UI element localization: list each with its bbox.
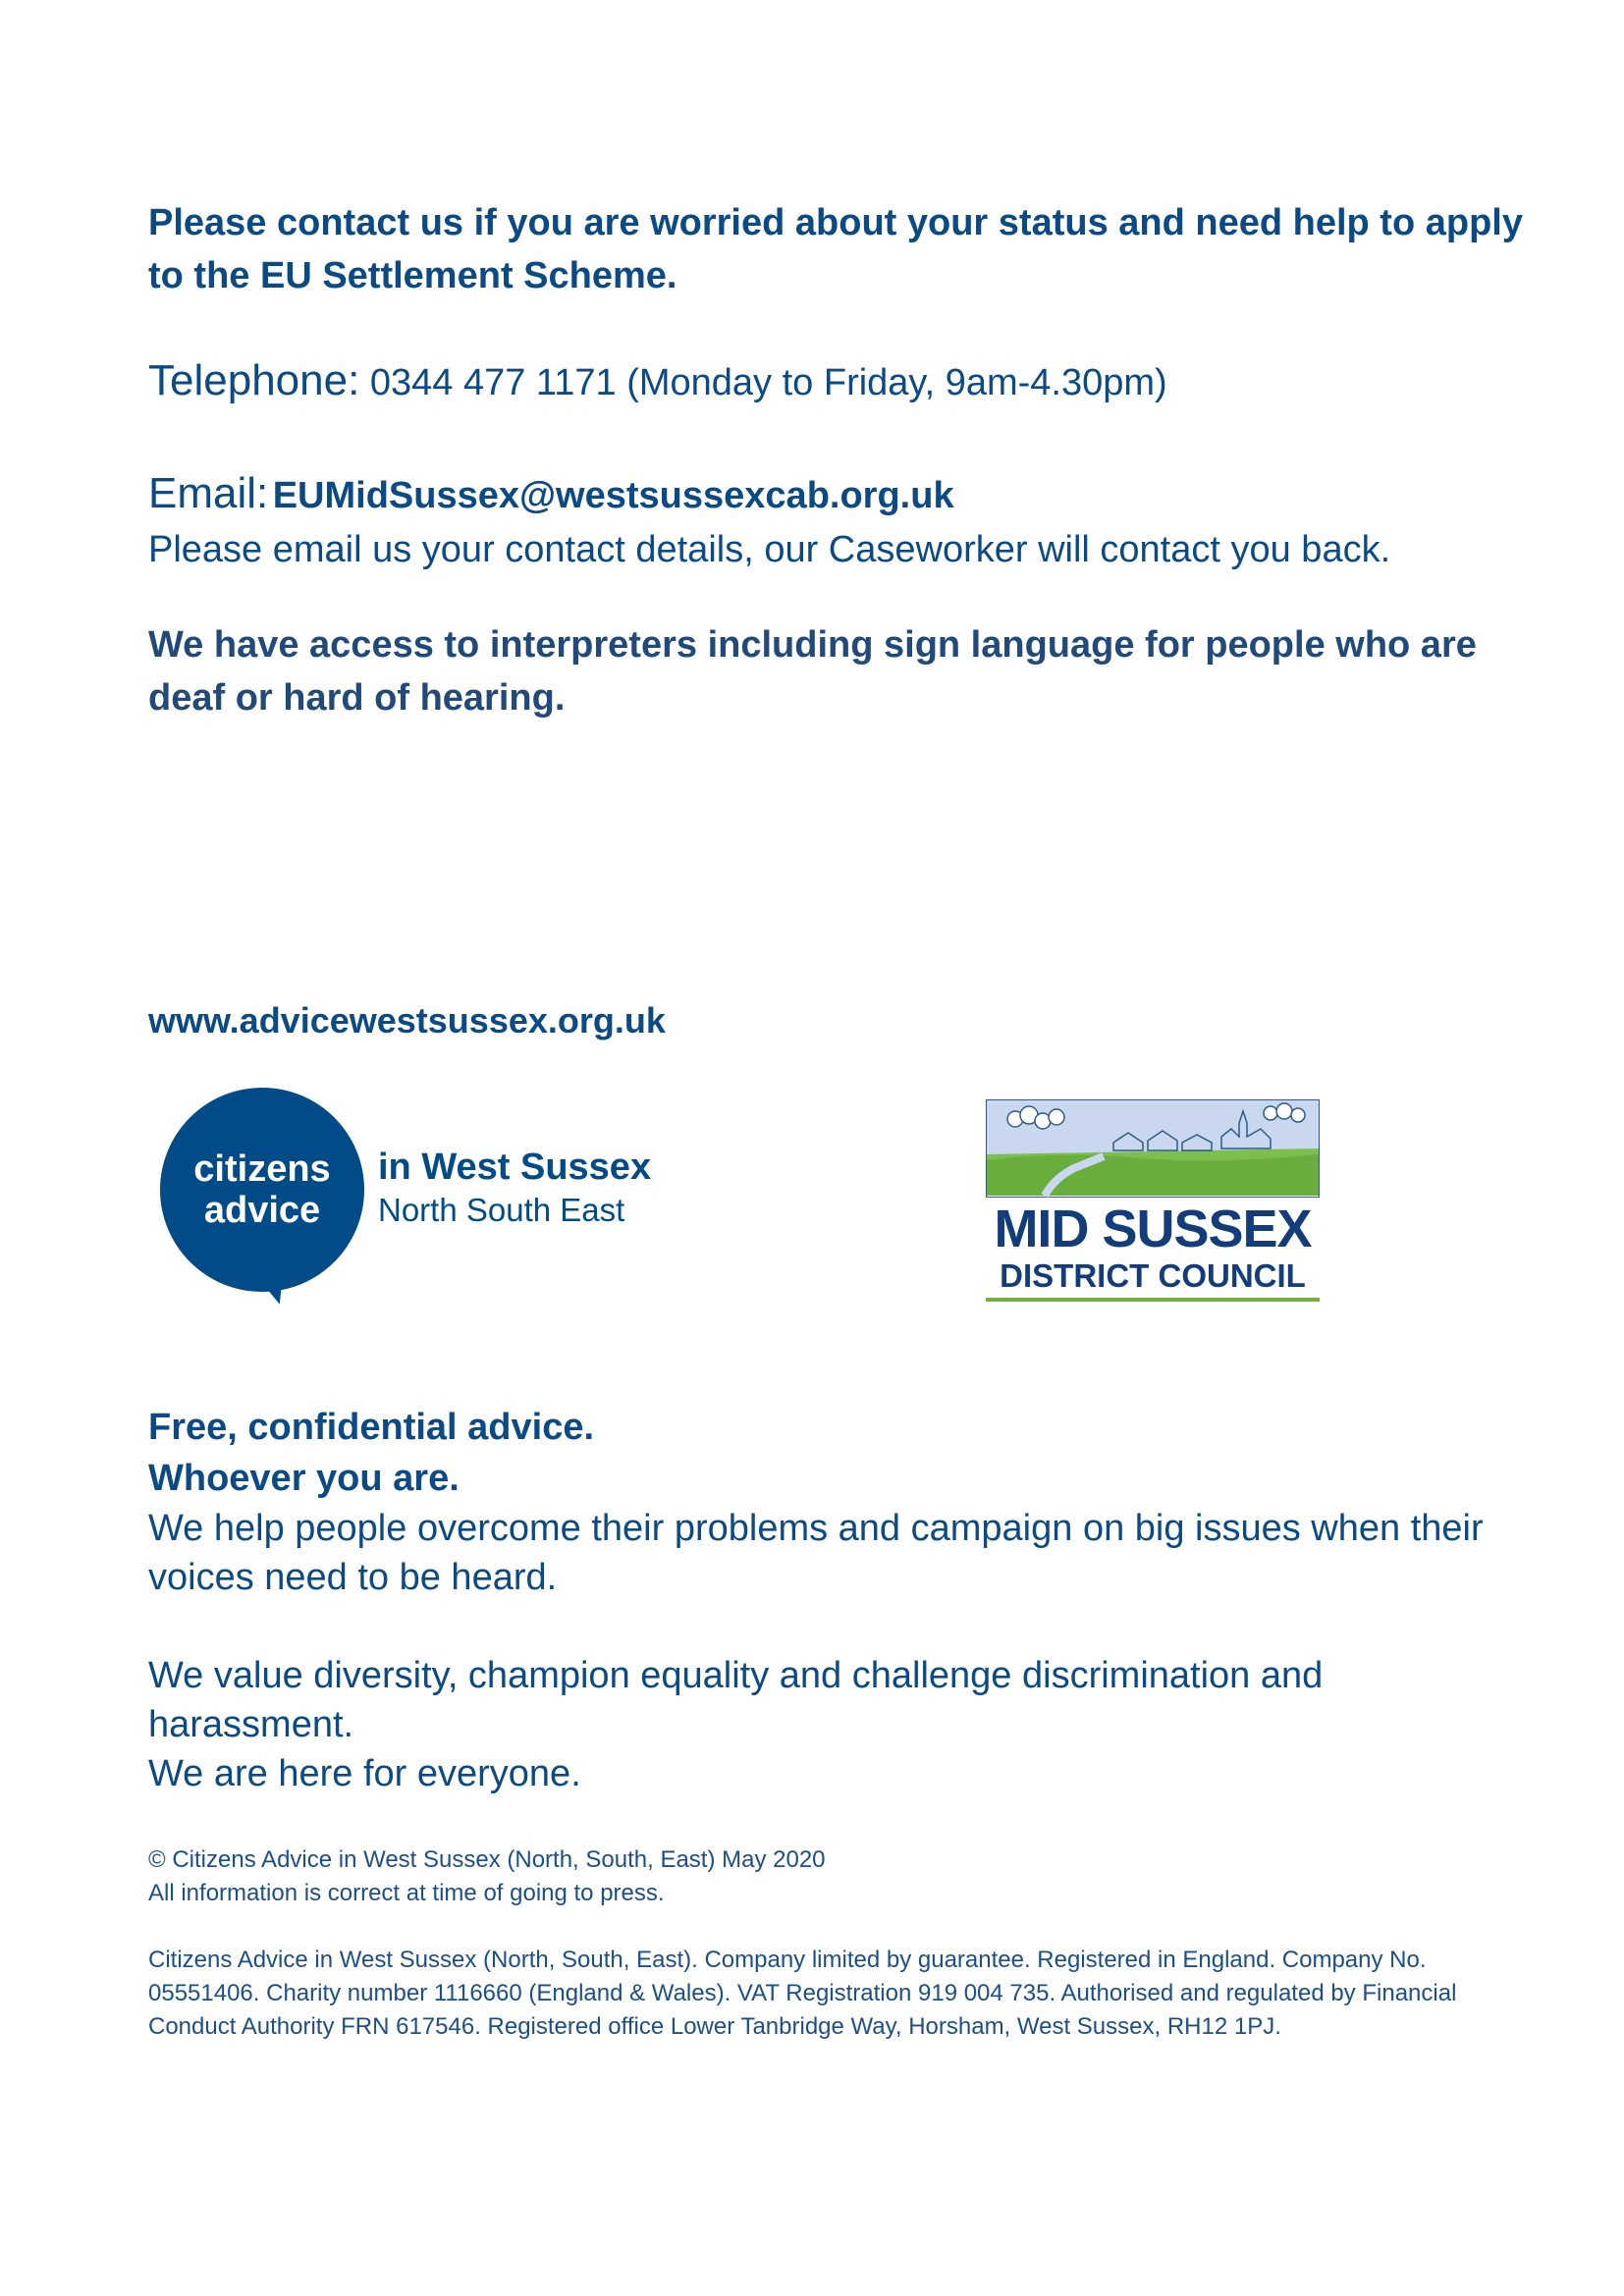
copyright-block (148, 1843, 1484, 1910)
diversity-line-2: We are here for everyone. (148, 1753, 581, 1794)
email-label: Email: (148, 469, 269, 517)
citizens-advice-logo (157, 1088, 668, 1313)
email-address-link[interactable]: EUMidSussex@westsussexcab.org.uk (272, 475, 954, 516)
copyright-line: © Citizens Advice in West Sussex (North, South, East) May 2020 (148, 1846, 826, 1873)
mid-sussex-logo (986, 1099, 1320, 1302)
logo-underline (986, 1298, 1320, 1302)
diversity-paragraph (148, 1651, 1523, 1798)
intro-text: Please contact us if you are worried about your status and need help to apply to the EU Settlement Scheme. (148, 202, 1523, 296)
logo-region: in West Sussex (378, 1147, 652, 1188)
logo-word-citizens: citizens (193, 1148, 331, 1190)
logo-word-advice: advice (203, 1190, 321, 1231)
telephone-hours: (Monday to Friday, 9am-4.30pm) (626, 362, 1167, 403)
council-type: DISTRICT COUNCIL (1000, 1257, 1306, 1294)
telephone-line (148, 353, 1167, 410)
tagline (148, 1402, 594, 1504)
interpreters-text: We have access to interpreters including sign language for people who are deaf or hard of hearing. (148, 624, 1477, 719)
logo-subregion: North South East (378, 1192, 625, 1228)
telephone-number[interactable]: 0344 477 1171 (369, 362, 617, 403)
email-note: Please email us your contact details, our Caseworker will contact you back. (148, 529, 1391, 570)
tagline-line-1: Free, confidential advice. (148, 1407, 595, 1448)
mission-paragraph: We help people overcome their problems and campaign on big issues when their voices need to be heard. (148, 1508, 1484, 1598)
website-link[interactable]: www.advicewestsussex.org.uk (148, 1000, 666, 1041)
tagline-line-2: Whoever you are. (148, 1458, 460, 1499)
accuracy-line: All information is correct at time of going to press. (148, 1880, 665, 1906)
telephone-label: Telephone: (148, 356, 360, 404)
legal-notice: Citizens Advice in West Sussex (North, South, East). Company limited by guarantee. Registered in England. Company No. 05551406. Charity number 1116660 (England & Wales). VAT Registration 919 004 735. Authorised and regulated by Financial Conduct Authority FRN 617546. Registered office Lower Tanbridge Way, Horsham, West Sussex, RH12 1PJ. (148, 1947, 1457, 2040)
landscape-illustration (986, 1099, 1320, 1198)
diversity-line-1: We value diversity, champion equality and challenge discrimination and harassment. (148, 1655, 1324, 1745)
council-name: MID SUSSEX (994, 1200, 1312, 1258)
